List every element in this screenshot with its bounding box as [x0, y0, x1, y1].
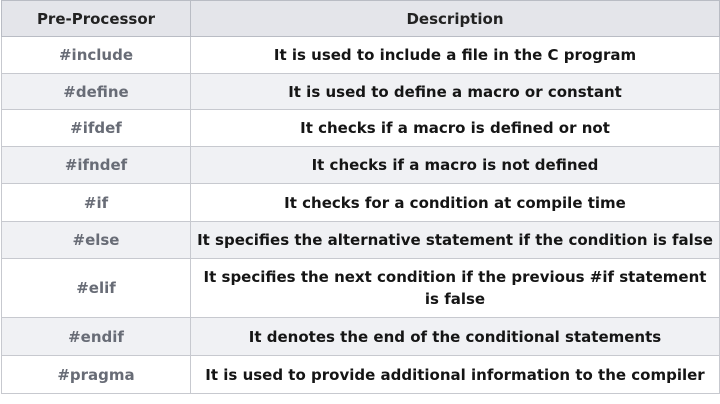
table-row: [2, 356, 720, 394]
preprocessor-table: [1, 0, 720, 394]
directive-cell: #endif: [2, 318, 191, 356]
directive-cell: #elif: [2, 259, 191, 318]
table-row: [2, 147, 720, 184]
description-cell: It is used to provide additional information to the compiler: [191, 356, 720, 394]
description-cell: It checks if a macro is not defined: [191, 147, 720, 184]
description-cell: It is used to define a macro or constant: [191, 74, 720, 110]
table-row: [2, 74, 720, 110]
directive-cell: #else: [2, 222, 191, 259]
column-header-description: Description: [191, 1, 720, 37]
directive-cell: #define: [2, 74, 191, 110]
directive-cell: #pragma: [2, 356, 191, 394]
description-cell: It specifies the next condition if the previous #if statement is false: [191, 259, 720, 318]
directive-cell: #ifndef: [2, 147, 191, 184]
table-row: [2, 184, 720, 222]
description-cell: It denotes the end of the conditional statements: [191, 318, 720, 356]
directive-cell: #if: [2, 184, 191, 222]
table-header-row: [2, 1, 720, 37]
table-row: [2, 318, 720, 356]
description-cell: It is used to include a file in the C program: [191, 37, 720, 74]
table-row: [2, 110, 720, 147]
table-row: [2, 37, 720, 74]
column-header-preprocessor: Pre-Processor: [2, 1, 191, 37]
description-cell: It checks for a condition at compile time: [191, 184, 720, 222]
directive-cell: #include: [2, 37, 191, 74]
table-row: [2, 259, 720, 318]
table-row: [2, 222, 720, 259]
directive-cell: #ifdef: [2, 110, 191, 147]
description-cell: It checks if a macro is defined or not: [191, 110, 720, 147]
description-cell: It specifies the alternative statement if the condition is false: [191, 222, 720, 259]
